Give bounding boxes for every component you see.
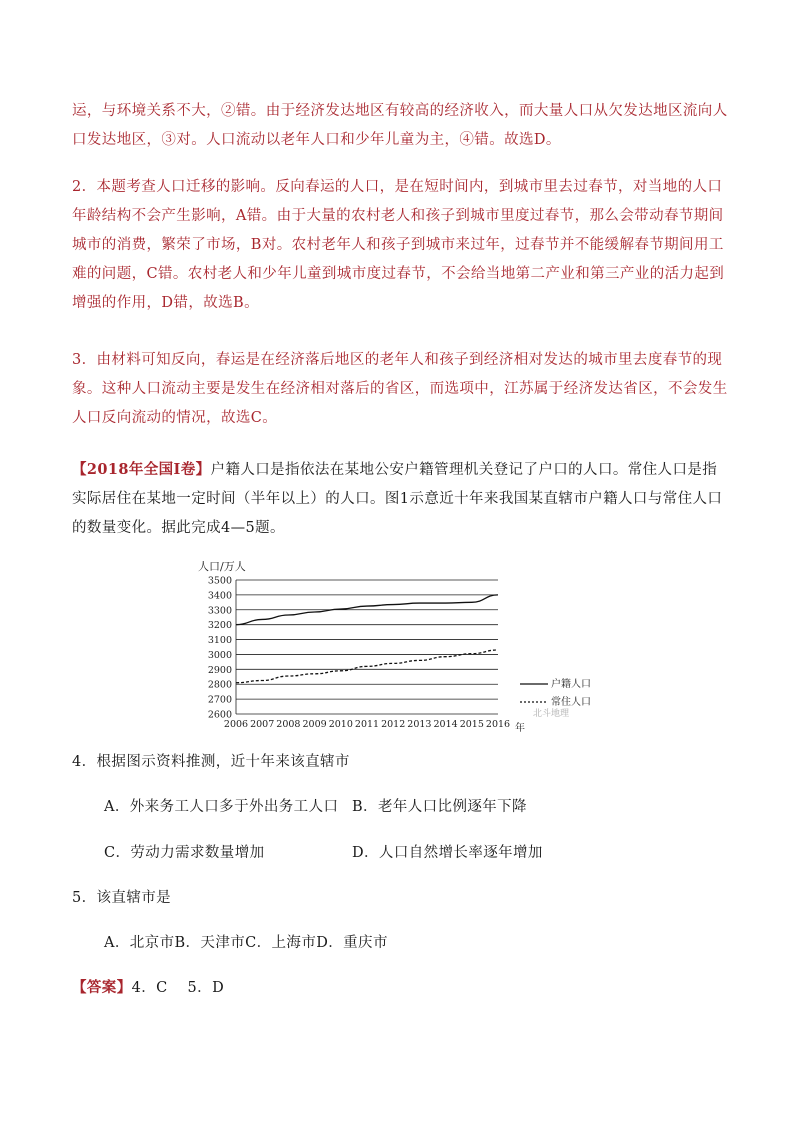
x-tick-label: 2006: [223, 719, 249, 730]
legend: [520, 677, 591, 708]
x-tick-label: 2016: [485, 719, 511, 730]
x-axis-label: 年: [515, 723, 525, 734]
explanation-q2: 2．本题考查人口迁移的影响。反向春运的人口，是在短时间内，到城市里去过春节，对当地的人口年龄结构不会产生影响，A错。由于大量的农村老人和孩子到城市里度过春节，那么会带动春节期间城市的消费，繁荣了市场，B对。农村老年人和孩子到城市来过年，过春节并不能缓解春节期间用工难的问题，C错。农村老人和少年儿童到城市度过春节，不会给当地第二产业和第三产业的活力起到增强的作用，D错，故选B。: [72, 179, 725, 311]
x-tick-label: 2015: [459, 719, 484, 730]
legend-label-huji: 户籍人口: [551, 679, 591, 690]
x-tick-label: 2009: [302, 719, 327, 730]
watermark: 北斗地理: [533, 709, 570, 719]
answer-text: 4．C 5．D: [131, 980, 225, 996]
y-tick-labels: [208, 576, 232, 721]
series-line-changzhu: [236, 650, 498, 683]
x-tick-label: 2012: [381, 719, 406, 730]
question-5-options: A．北京市B．天津市C．上海市D．重庆市: [104, 935, 388, 951]
material-source-tag: 【2018年全国I卷】: [72, 461, 211, 478]
question-4-option-a: A．外来务工人口多于外出务工人口: [104, 799, 339, 815]
chart-gridlines: [236, 580, 498, 714]
x-tick-label: 2010: [328, 719, 353, 730]
question-4-option-b: B．老年人口比例逐年下降: [352, 799, 527, 815]
y-tick-label: 3500: [207, 575, 232, 587]
y-tick-label: 3200: [207, 620, 232, 632]
question-5-stem: 5．该直辖市是: [72, 890, 172, 906]
x-tick-label: 2007: [250, 719, 275, 730]
y-tick-label: 3300: [207, 605, 232, 617]
y-tick-label: 3000: [207, 649, 232, 661]
y-tick-label: 3100: [207, 635, 232, 647]
population-line-chart: [190, 556, 591, 736]
answer-line: [72, 976, 224, 997]
y-tick-label: 2700: [207, 694, 232, 706]
explanation-q1-tail: 运，与环境关系不大，②错。由于经济发达地区有较高的经济收入，而大量人口从欠发达地区流向人口发达地区，③对。人口流动以老年人口和少年儿童为主，④错。故选D。: [72, 103, 728, 148]
y-tick-label: 2800: [207, 679, 232, 691]
answer-tag: 【答案】: [72, 979, 132, 996]
material-paragraph: [72, 455, 728, 543]
explanation-q3: 3．由材料可知反向，春运是在经济落后地区的老年人和孩子到经济相对发达的城市里去度春节的现象。这种人口流动主要是发生在经济相对落后的省区，而选项中，江苏属于经济发达省区，不会发生人口反向流动的情况，故选C。: [72, 352, 728, 426]
x-tick-label: 2008: [276, 719, 301, 730]
y-axis-label: 人口/万人: [198, 560, 246, 573]
legend-label-changzhu: 常住人口: [551, 697, 591, 708]
y-tick-label: 2600: [207, 709, 232, 721]
question-4-stem: 4．根据图示资料推测，近十年来该直辖市: [72, 754, 350, 770]
x-tick-labels: [224, 719, 510, 730]
y-tick-label: 2900: [207, 664, 232, 676]
x-tick-label: 2014: [433, 719, 458, 730]
y-tick-label: 3400: [207, 590, 232, 602]
question-4-option-d: D．人口自然增长率逐年增加: [352, 845, 543, 861]
question-4-option-c: C．劳动力需求数量增加: [104, 845, 265, 861]
x-tick-label: 2011: [354, 719, 380, 730]
x-tick-label: 2013: [407, 719, 432, 730]
material-text: 户籍人口是指依法在某地公安户籍管理机关登记了户口的人口。常住人口是指实际居住在某地一定时间（半年以上）的人口。图1示意近十年来我国某直辖市户籍人口与常住人口的数量变化。据此完成4—5题。: [72, 462, 723, 536]
